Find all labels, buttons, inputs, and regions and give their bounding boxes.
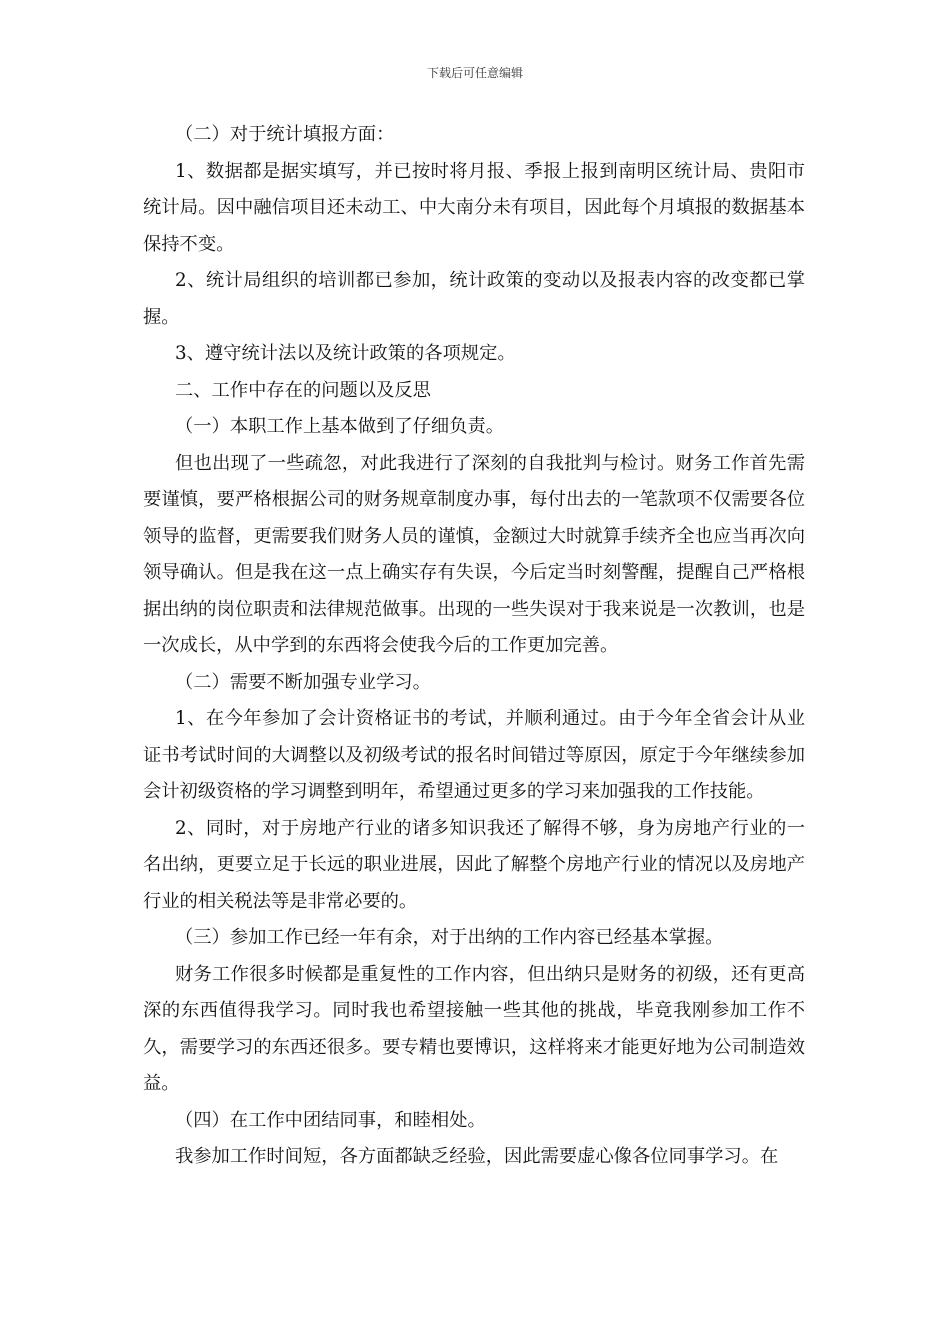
paragraph-study-1: 1、在今年参加了会计资格证书的考试，并顺利通过。由于今年全省会计从业证书考试时间的大调整以及初级考试的报名时间错过等原因，原定于今年继续参加会计初级资格的学习调整到明年，希望通过更多的学习来加强我的工作技能。 — [143, 708, 805, 802]
subheading-statistics: （二）对于统计填报方面： — [175, 124, 395, 145]
paragraph-statistics-2: 2、统计局组织的培训都已参加，统计政策的变动以及报表内容的改变都已掌握。 — [143, 270, 805, 328]
section-heading-problems: 二、工作中存在的问题以及反思 — [175, 379, 431, 401]
paragraph-teamwork: 我参加工作时间短，各方面都缺乏经验，因此需要虚心像各位同事学习。在 — [175, 1146, 779, 1167]
paragraph-responsibility: 但也出现了一些疏忽，对此我进行了深刻的自我批判与检讨。财务工作首先需要谨慎，要严格根据公司的财务规章制度办事，每付出去的一笔款项不仅需要各位领导的监督，更需要我们财务人员的谨慎，金额过大时就算手续齐全也应当再次向领导确认。但是我在这一点上确实存有失误，今后定当时刻警醒，提醒自己严格根据出纳的岗位职责和法律规范做事。出现的一些失误对于我来说是一次教训，也是一次成长，从中学到的东西将会使我今后的工作更加完善。 — [143, 452, 805, 656]
document-body — [143, 117, 805, 1176]
subheading-study: （二）需要不断加强专业学习。 — [175, 671, 431, 693]
paragraph-statistics-1: 1、数据都是据实填写，并已按时将月报、季报上报到南明区统计局、贵阳市统计局。因中融信项目还未动工、中大南分未有项目，因此每个月填报的数据基本保持不变。 — [143, 160, 805, 255]
paragraph-study-2: 2、同时，对于房地产行业的诸多知识我还了解得不够，身为房地产行业的一名出纳，更要立足于长远的职业进展，因此了解整个房地产行业的情况以及房地产行业的相关税法等是非常必要的。 — [143, 817, 805, 912]
subheading-experience: （三）参加工作已经一年有余，对于出纳的工作内容已经基本掌握。 — [175, 927, 724, 948]
paragraph-experience: 财务工作很多时候都是重复性的工作内容，但出纳只是财务的初级，还有更高深的东西值得我学习。同时我也希望接触一些其他的挑战，毕竟我刚参加工作不久，需要学习的东西还很多。要专精也要博识，这样将来才能更好地为公司制造效益。 — [143, 963, 805, 1094]
page-header-note: 下载后可任意编辑 — [426, 66, 523, 80]
subheading-teamwork: （四）在工作中团结同事，和睦相处。 — [175, 1109, 486, 1131]
subheading-responsibility: （一）本职工作上基本做到了仔细负责。 — [175, 416, 505, 437]
paragraph-statistics-3: 3、遵守统计法以及统计政策的各项规定。 — [175, 343, 516, 364]
